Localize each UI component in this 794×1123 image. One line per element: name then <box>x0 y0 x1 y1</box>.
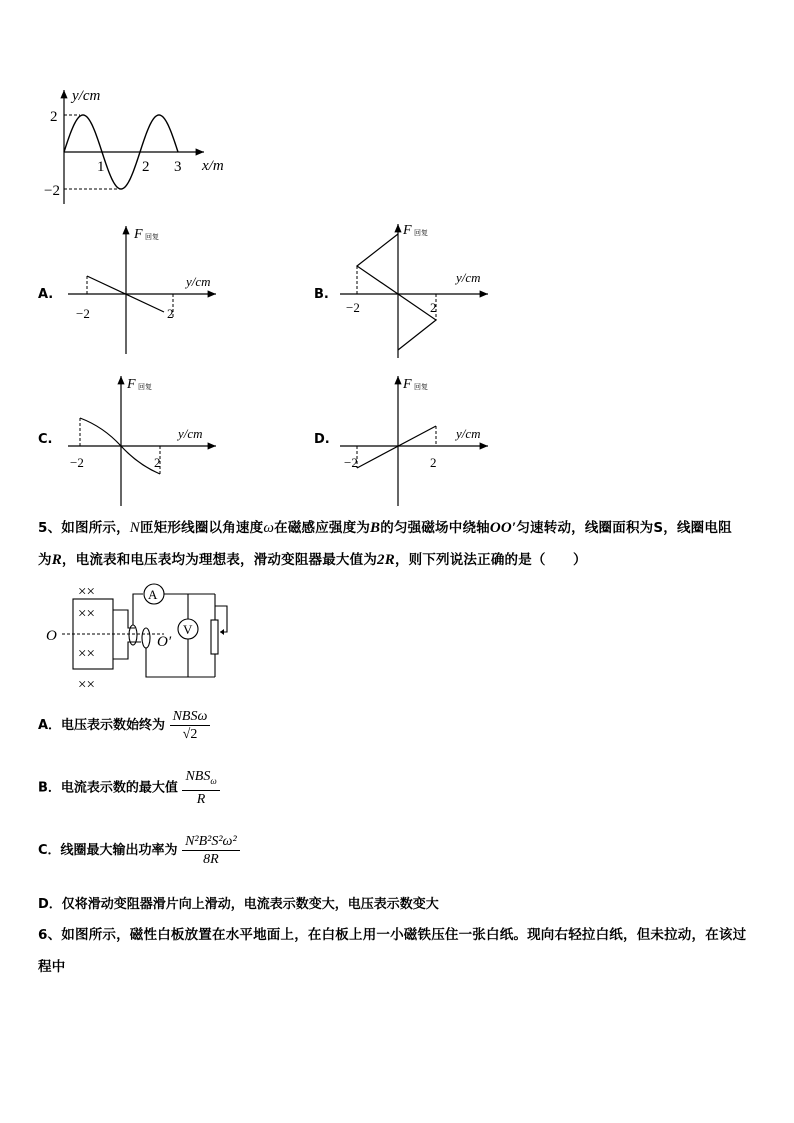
option-d-graph <box>334 372 504 508</box>
circuit-diagram <box>40 580 250 692</box>
option-b-line <box>357 234 436 350</box>
option-c-y-label: y/cm <box>178 426 203 441</box>
q5-option-b[interactable]: B．电流表示数的最大值 $\frac{NBS_\omega}{R}$ <box>38 768 220 808</box>
option-d-letter[interactable]: D. <box>314 432 330 447</box>
option-a-right-tick: 2 <box>167 306 174 321</box>
field-x-row4: ×× <box>78 677 95 692</box>
option-d-f-label: F <box>403 377 412 392</box>
option-b-right-tick: 2 <box>430 300 437 315</box>
wave-x-label: x/m <box>202 158 224 174</box>
wave-y-label: y/cm <box>72 88 101 104</box>
option-d-left-tick: −2 <box>344 455 358 470</box>
ammeter-label: A <box>148 587 158 602</box>
wave-x-tick-2: 2 <box>142 159 150 175</box>
option-b-left-tick: −2 <box>346 300 360 315</box>
wave-x-tick-1: 1 <box>97 159 105 175</box>
rheostat <box>211 620 218 654</box>
option-a-letter[interactable]: A. <box>38 287 54 302</box>
field-x-row1: ×× <box>78 584 95 600</box>
option-c-graph <box>66 372 226 508</box>
option-a-graph <box>66 222 226 356</box>
slip-ring-2 <box>142 628 150 648</box>
q5-option-b-formula: $\frac{NBS_\omega}{R}$ <box>182 768 219 808</box>
q5-stem <box>38 512 763 576</box>
option-c-left-tick: −2 <box>70 455 84 470</box>
q5-option-d[interactable]: D．仅将滑动变阻器滑片向上滑动，电流表示数变大，电压表示数变大 <box>38 897 439 912</box>
q6-stem <box>38 919 763 983</box>
q5-line-1: 5、如图所示，N匝矩形线圈以角速度ω在磁感应强度为B的匀强磁场中绕轴OO′匀速转动，线圈面积为S，线圈电阻 <box>38 520 732 536</box>
field-x-row2: ×× <box>78 606 95 622</box>
option-b-f-label: F <box>403 223 412 238</box>
option-d-right-tick: 2 <box>430 455 437 470</box>
option-b-y-label: y/cm <box>456 270 481 285</box>
wave-y-bottom: −2 <box>44 183 60 199</box>
option-d-line <box>357 426 436 468</box>
wave-x-tick-3: 3 <box>174 159 182 175</box>
field-x-row3: ×× <box>78 646 95 662</box>
q5-option-a[interactable]: A．电压表示数始终为 $\frac{\text{NBSω}}{√2}$ <box>38 706 210 746</box>
option-c-right-tick: 2 <box>154 455 161 470</box>
q5-line-2: 为R，电流表和电压表均为理想表，滑动变阻器最大值为2R，则下列说法正确的是（ ） <box>38 552 587 568</box>
q6-line-1: 6、如图所示，磁性白板放置在水平地面上，在白板上用一小磁铁压住一张白纸。现向右轻拉白纸，但未拉动，在该过 <box>38 927 747 943</box>
q5-option-a-formula: $\frac{\text{NBSω}}{√2}$ <box>170 708 211 743</box>
wave-graph <box>40 84 240 208</box>
option-c-f-sub: 回复 <box>138 383 152 391</box>
q5-option-c-formula: $\frac{\text{N²B²S²ω²}}{8R}$ <box>182 833 240 868</box>
option-c-f-label: F <box>127 377 136 392</box>
option-a-y-label: y/cm <box>186 274 211 289</box>
axis-label-o: O <box>46 628 57 644</box>
voltmeter-label: V <box>183 622 193 637</box>
option-d-f-sub: 回复 <box>414 383 428 391</box>
option-a-f-sub: 回复 <box>145 233 159 241</box>
axis-label-o-prime: O′ <box>157 634 172 650</box>
q6-line-2: 程中 <box>38 959 66 975</box>
option-b-f-sub: 回复 <box>414 229 428 237</box>
option-a-f-label: F <box>134 227 143 242</box>
option-a-left-tick: −2 <box>76 306 90 321</box>
option-c-letter[interactable]: C. <box>38 432 53 447</box>
option-b-letter[interactable]: B. <box>314 287 329 302</box>
option-b-graph <box>334 220 504 360</box>
option-d-y-label: y/cm <box>456 426 481 441</box>
wave-y-top: 2 <box>50 109 58 125</box>
q5-option-c[interactable]: C．线圈最大输出功率为 $\frac{\text{N²B²S²ω²}}{8R}$ <box>38 831 240 871</box>
